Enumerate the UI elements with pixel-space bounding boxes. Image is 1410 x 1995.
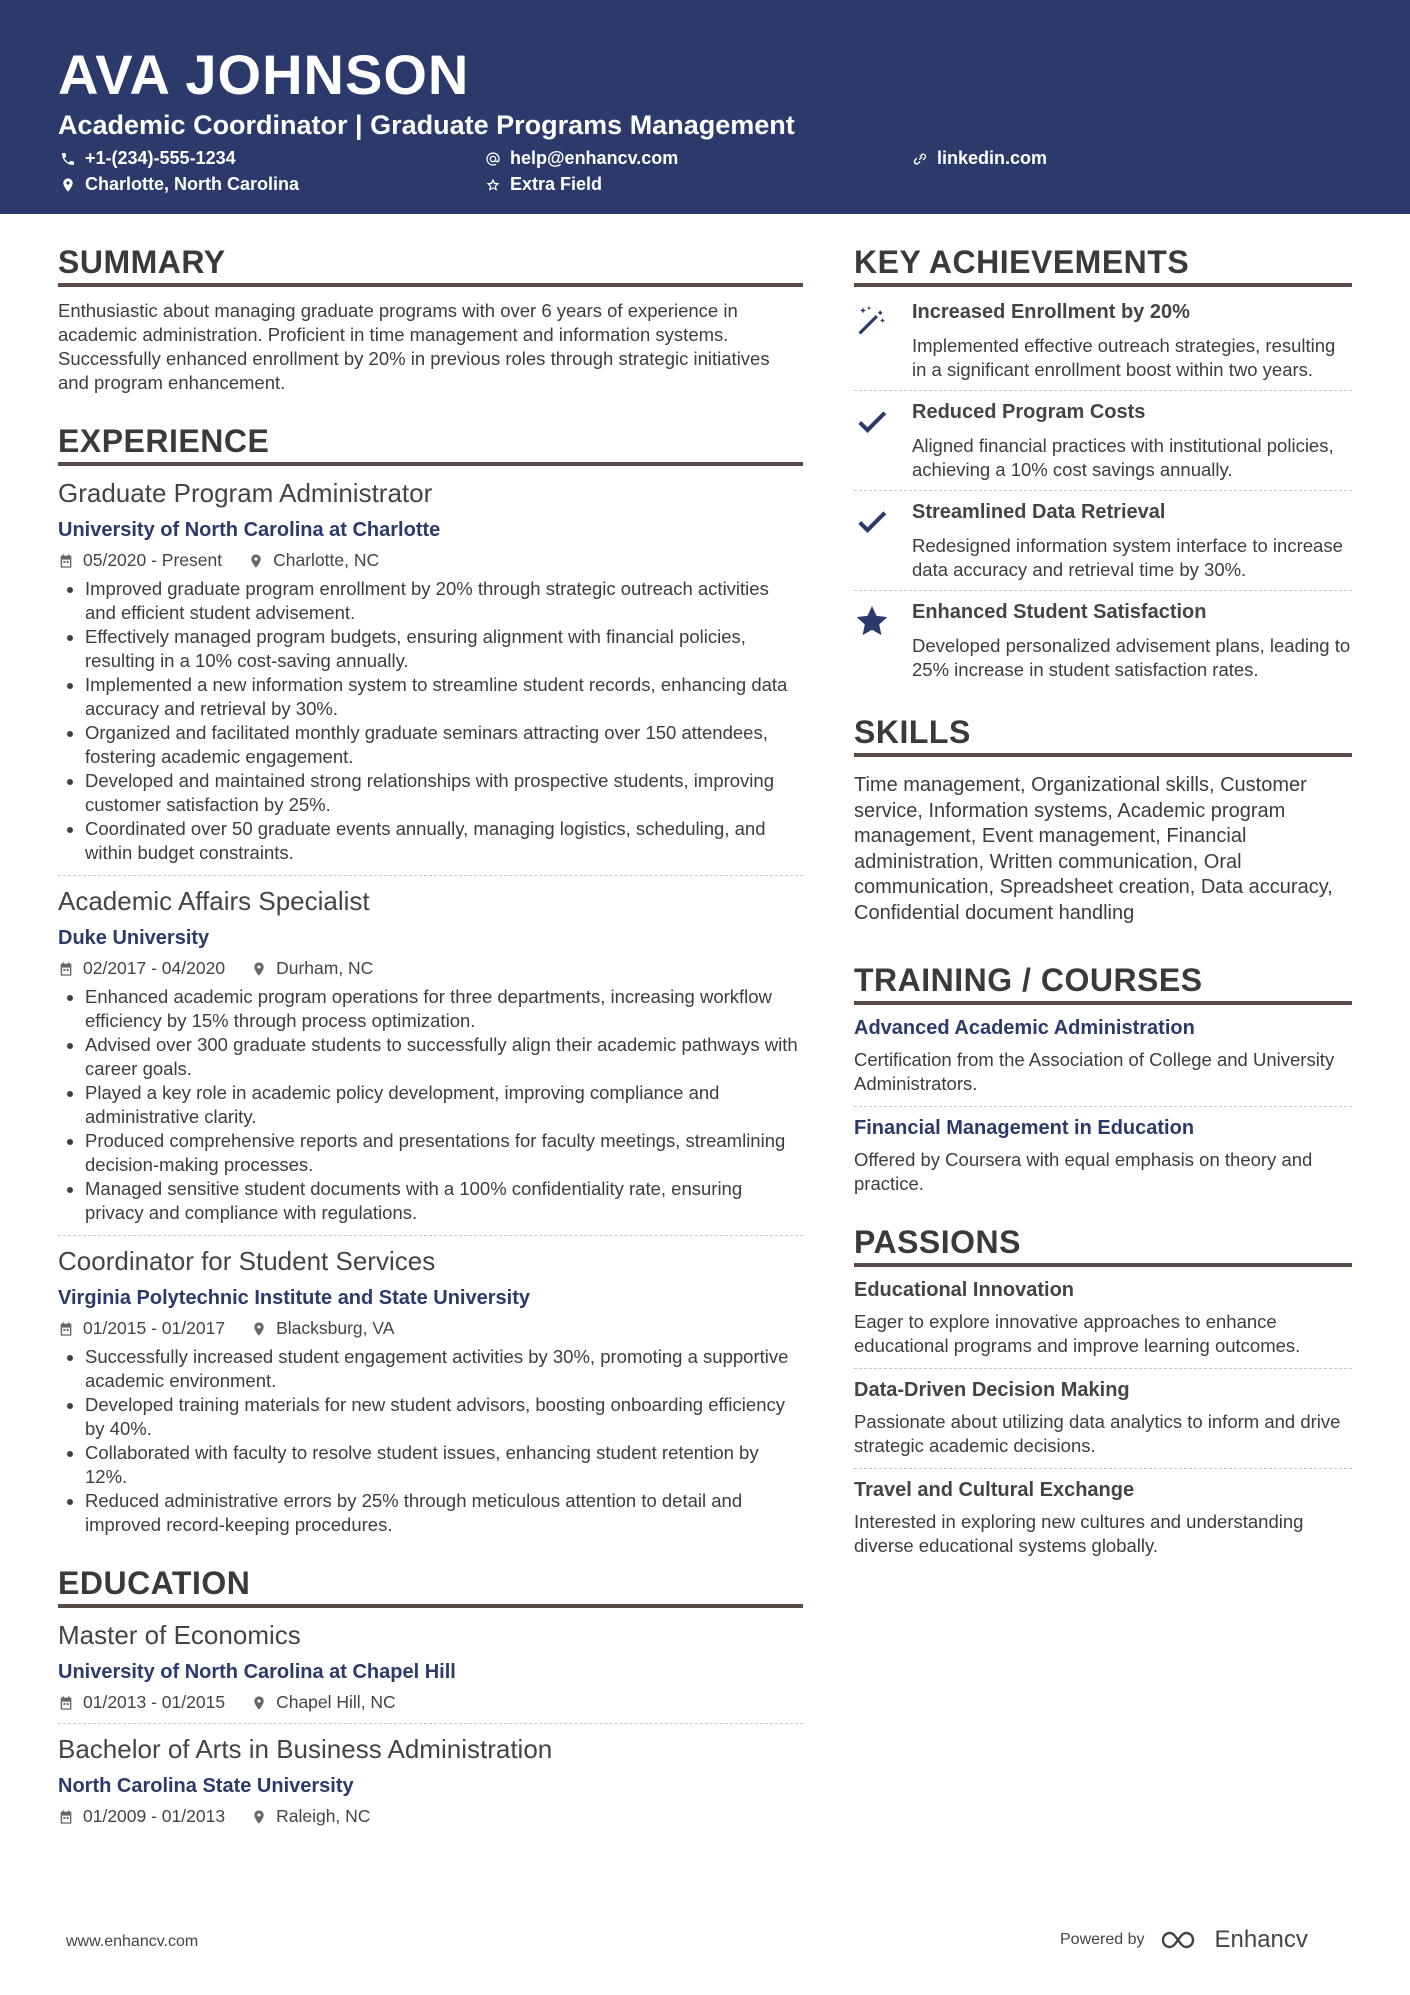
achievement-desc: Aligned financial practices with institutional policies, achieving a 10% cost savings annually. bbox=[912, 435, 1334, 480]
job-meta bbox=[58, 550, 803, 571]
powered-by-label: Powered by bbox=[1060, 1931, 1145, 1948]
contact-extra bbox=[485, 174, 602, 195]
star-icon bbox=[854, 603, 890, 639]
skills-text: Time management, Organizational skills, Customer service, Information systems, Academic program management, Event management, Financial administration, Written communication, Oral communication, Spreadsheet creation, Data accuracy, Confidential document handling bbox=[854, 774, 1333, 924]
job-title: Graduate Program Administrator bbox=[58, 478, 433, 508]
contact-phone[interactable] bbox=[60, 148, 236, 169]
education-meta bbox=[58, 1692, 803, 1713]
list-item: • Reduced administrative errors by 25% through meticulous attention to detail and improved record-keeping procedures. bbox=[85, 1489, 803, 1537]
job-location: Durham, NC bbox=[276, 958, 374, 978]
experience-heading: EXPERIENCE bbox=[58, 423, 803, 466]
job-entry bbox=[58, 478, 803, 865]
achievements-heading: KEY ACHIEVEMENTS bbox=[854, 244, 1352, 287]
job-organization: Virginia Polytechnic Institute and State University bbox=[58, 1287, 530, 1309]
location-pin-icon bbox=[251, 1321, 267, 1337]
checkmark-icon bbox=[854, 503, 890, 539]
school-name: North Carolina State University bbox=[58, 1775, 354, 1797]
list-item: • Developed training materials for new student advisors, boosting onboarding efficiency by 40%. bbox=[85, 1393, 803, 1441]
passion-item bbox=[854, 1379, 1352, 1458]
contact-location bbox=[60, 174, 299, 195]
job-bullets bbox=[58, 985, 803, 1225]
job-location: Charlotte, NC bbox=[273, 550, 380, 570]
achievement-item bbox=[854, 591, 1352, 690]
candidate-title: Academic Coordinator | Graduate Programs Management bbox=[58, 110, 795, 140]
email-text: help@enhancv.com bbox=[510, 148, 679, 168]
calendar-icon bbox=[58, 1695, 74, 1711]
passion-item bbox=[854, 1279, 1352, 1358]
location-pin-icon bbox=[60, 177, 76, 193]
footer-website[interactable]: www.enhancv.com bbox=[66, 1933, 199, 1950]
list-item: • Implemented a new information system to streamline student records, enhancing data accuracy and retrieval by 30%. bbox=[85, 673, 803, 721]
training-item bbox=[854, 1017, 1352, 1096]
achievement-title: Enhanced Student Satisfaction bbox=[912, 601, 1207, 623]
achievement-title: Streamlined Data Retrieval bbox=[912, 501, 1166, 523]
divider bbox=[58, 1235, 803, 1236]
job-dates: 05/2020 - Present bbox=[83, 550, 223, 570]
summary-text: Enthusiastic about managing graduate programs with over 6 years of experience in academic administration. Proficient in time management and information systems. Successfully enhanced enrollment by 20% in previous roles through strategic initiatives and program enhancement. bbox=[58, 300, 770, 393]
candidate-name: AVA JOHNSON bbox=[58, 43, 470, 106]
job-bullets bbox=[58, 1345, 803, 1537]
phone-text: +1-(234)-555-1234 bbox=[85, 148, 236, 168]
left-column bbox=[58, 244, 803, 1827]
passion-desc: Eager to explore innovative approaches to enhance educational programs and improve learning outcomes. bbox=[854, 1311, 1301, 1356]
job-dates: 02/2017 - 04/2020 bbox=[83, 958, 226, 978]
training-desc: Offered by Coursera with equal emphasis on theory and practice. bbox=[854, 1149, 1313, 1194]
location-pin-icon bbox=[248, 553, 264, 569]
job-bullets bbox=[58, 577, 803, 865]
linkedin-text: linkedin.com bbox=[937, 148, 1048, 168]
magic-wand-icon bbox=[854, 303, 890, 339]
job-meta bbox=[58, 1318, 803, 1339]
summary-heading: SUMMARY bbox=[58, 244, 803, 287]
divider bbox=[854, 1468, 1352, 1469]
location-pin-icon bbox=[251, 1695, 267, 1711]
list-item: • Improved graduate program enrollment by 20% through strategic outreach activities and efficient student advisement. bbox=[85, 577, 803, 625]
list-item: • Coordinated over 50 graduate events annually, managing logistics, scheduling, and within budget constraints. bbox=[85, 817, 803, 865]
education-entry bbox=[58, 1620, 803, 1713]
enhancv-logo-icon bbox=[1159, 1928, 1207, 1952]
list-item: • Played a key role in academic policy development, improving compliance and administrative clarity. bbox=[85, 1081, 803, 1129]
list-item: • Produced comprehensive reports and presentations for faculty meetings, streamlining decision-making processes. bbox=[85, 1129, 803, 1177]
achievement-title: Increased Enrollment by 20% bbox=[912, 301, 1190, 323]
passion-title: Travel and Cultural Exchange bbox=[854, 1479, 1135, 1501]
checkmark-icon bbox=[854, 403, 890, 439]
education-entry bbox=[58, 1734, 803, 1827]
list-item: • Advised over 300 graduate students to successfully align their academic pathways with career goals. bbox=[85, 1033, 803, 1081]
divider bbox=[854, 1106, 1352, 1107]
skills-heading: SKILLS bbox=[854, 714, 1352, 757]
link-icon bbox=[912, 151, 928, 167]
education-dates: 01/2013 - 01/2015 bbox=[83, 1692, 226, 1712]
training-item bbox=[854, 1117, 1352, 1196]
education-location: Chapel Hill, NC bbox=[276, 1692, 396, 1712]
job-organization: Duke University bbox=[58, 927, 210, 949]
at-sign-icon bbox=[485, 151, 501, 167]
list-item: • Effectively managed program budgets, ensuring alignment with financial policies, resulting in a 10% cost-saving annually. bbox=[85, 625, 803, 673]
education-meta bbox=[58, 1806, 803, 1827]
brand-logo bbox=[1159, 1926, 1308, 1954]
list-item: • Collaborated with faculty to resolve student issues, enhancing student retention by 12%. bbox=[85, 1441, 803, 1489]
list-item: • Successfully increased student engagement activities by 30%, promoting a supportive academic environment. bbox=[85, 1345, 803, 1393]
degree-title: Bachelor of Arts in Business Administration bbox=[58, 1734, 553, 1764]
job-entry bbox=[58, 886, 803, 1225]
achievement-desc: Developed personalized advisement plans, leading to 25% increase in student satisfaction rates. bbox=[912, 635, 1351, 680]
contact-email[interactable] bbox=[485, 148, 678, 169]
extra-text: Extra Field bbox=[510, 174, 603, 194]
passion-title: Educational Innovation bbox=[854, 1279, 1075, 1301]
list-item: • Enhanced academic program operations for three departments, increasing workflow efficiency by 15% through process optimization. bbox=[85, 985, 803, 1033]
calendar-icon bbox=[58, 961, 74, 977]
divider bbox=[58, 1723, 803, 1724]
job-location: Blacksburg, VA bbox=[276, 1318, 395, 1338]
passion-desc: Interested in exploring new cultures and understanding diverse educational systems globally. bbox=[854, 1511, 1304, 1556]
brand-name: Enhancv bbox=[1214, 1926, 1308, 1953]
calendar-icon bbox=[58, 553, 74, 569]
calendar-icon bbox=[58, 1809, 74, 1825]
training-desc: Certification from the Association of College and University Administrators. bbox=[854, 1049, 1335, 1094]
job-title: Academic Affairs Specialist bbox=[58, 886, 370, 916]
star-outline-icon bbox=[485, 177, 501, 193]
degree-title: Master of Economics bbox=[58, 1620, 301, 1650]
footer-branding[interactable] bbox=[1060, 1926, 1308, 1954]
school-name: University of North Carolina at Chapel Hill bbox=[58, 1661, 456, 1683]
achievement-item bbox=[854, 291, 1352, 390]
divider bbox=[58, 875, 803, 876]
job-entry bbox=[58, 1246, 803, 1537]
education-location: Raleigh, NC bbox=[276, 1806, 371, 1826]
location-pin-icon bbox=[251, 1809, 267, 1825]
achievement-item bbox=[854, 391, 1352, 490]
job-title: Coordinator for Student Services bbox=[58, 1246, 436, 1276]
achievement-item bbox=[854, 491, 1352, 590]
divider bbox=[854, 1368, 1352, 1369]
achievement-desc: Redesigned information system interface to increase data accuracy and retrieval time by 30%. bbox=[912, 535, 1343, 580]
passion-title: Data-Driven Decision Making bbox=[854, 1379, 1130, 1401]
achievement-title: Reduced Program Costs bbox=[912, 401, 1146, 423]
job-organization: University of North Carolina at Charlotte bbox=[58, 519, 441, 541]
location-pin-icon bbox=[251, 961, 267, 977]
job-dates: 01/2015 - 01/2017 bbox=[83, 1318, 226, 1338]
resume-header bbox=[0, 0, 1410, 214]
right-column bbox=[854, 244, 1352, 1558]
location-text: Charlotte, North Carolina bbox=[85, 174, 300, 194]
list-item: • Organized and facilitated monthly graduate seminars attracting over 150 attendees, fostering academic engagement. bbox=[85, 721, 803, 769]
list-item: • Developed and maintained strong relationships with prospective students, improving customer satisfaction by 25%. bbox=[85, 769, 803, 817]
contact-linkedin[interactable] bbox=[912, 148, 1047, 169]
passion-desc: Passionate about utilizing data analytics to inform and drive strategic academic decisions. bbox=[854, 1411, 1341, 1456]
passions-heading: PASSIONS bbox=[854, 1224, 1352, 1267]
training-title: Financial Management in Education bbox=[854, 1117, 1195, 1139]
list-item: • Managed sensitive student documents with a 100% confidentiality rate, ensuring privacy and compliance with regulations. bbox=[85, 1177, 803, 1225]
job-meta bbox=[58, 958, 803, 979]
achievement-desc: Implemented effective outreach strategies, resulting in a significant enrollment boost within two years. bbox=[912, 335, 1336, 380]
training-title: Advanced Academic Administration bbox=[854, 1017, 1195, 1039]
phone-icon bbox=[60, 151, 76, 167]
education-heading: EDUCATION bbox=[58, 1565, 803, 1608]
training-heading: TRAINING / COURSES bbox=[854, 962, 1352, 1005]
calendar-icon bbox=[58, 1321, 74, 1337]
education-dates: 01/2009 - 01/2013 bbox=[83, 1806, 226, 1826]
passion-item bbox=[854, 1479, 1352, 1558]
